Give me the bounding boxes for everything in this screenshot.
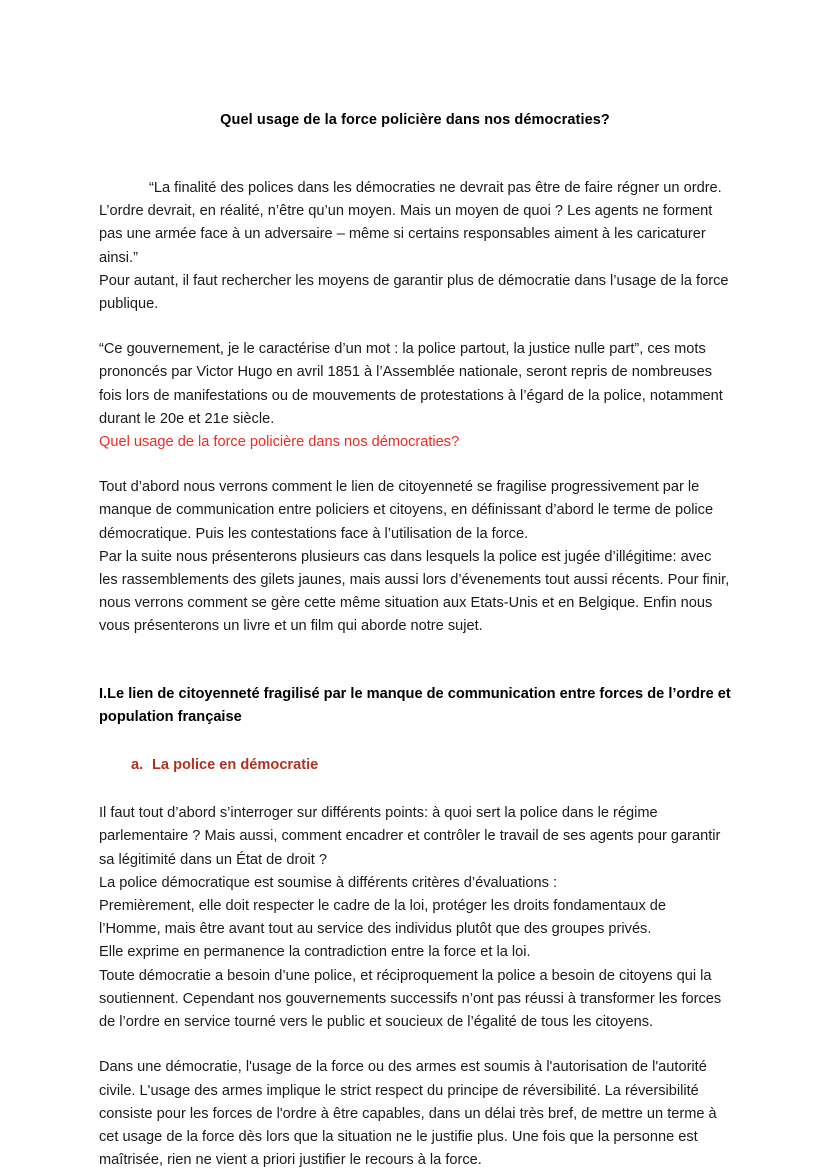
subsection-marker: a. [131, 757, 144, 774]
spacer [99, 316, 731, 338]
body-paragraph-three: Premièrement, elle doit respecter le cadre de la loi, protéger les droits fondamentaux de l’Homme, mais être avant tout au service des individus plutôt que des groupes privés. [99, 898, 667, 938]
spacer [99, 130, 731, 177]
spacer [99, 777, 731, 802]
plan-paragraph-two: Par la suite nous présenterons plusieurs cas dans lesquels la police est jugée d’illégitime: avec les rassemblements des gilets jaunes, mais aussi lors d’évenements tout aussi récents. Pour finir, nous verrons comment se gère cette même situation aux Etats-Unis et en Belgique. Enfin nous vous présenterons un livre et un film qui aborde notre sujet. [99, 548, 730, 635]
plan-paragraph-one: Tout d’abord nous verrons comment le lien de citoyenneté se fragilise progressivement par le manque de communication entre policiers et citoyens, en définissant d’abord le terme de police démocratique. Puis les contestations face à l’utilisation de la force. [99, 479, 714, 542]
spacer [99, 1034, 731, 1056]
body-paragraph-four: Elle exprime en permanence la contradiction entre la force et la loi. [99, 944, 531, 961]
body-paragraph-five: Toute démocratie a besoin d’une police, et réciproquement la police a besoin de citoyens qui la soutiennent. Cependant nos gouvernements successifs n’ont pas réussi à transformer les forces de l’ordre en service tourné vers le public et soucieux de l’égalité de tous les citoyens. [99, 967, 722, 1031]
hugo-quote-paragraph: “Ce gouvernement, je le caractérise d’un mot : la police partout, la justice nulle part”, ces mots prononcés par Victor Hugo en avril 1851 à l’Assemblée nationale, seront repris de nombreuses fois lors de manifestations ou de mouvements de protestations à l’égard de la police, notamment durant le 20e et 21e siècle. [99, 341, 723, 427]
quote-followup-paragraph: Pour autant, il faut rechercher les moyens de garantir plus de démocratie dans l’usage de la force publique. [99, 272, 729, 313]
red-question-line: Quel usage de la force policière dans nos démocraties? [99, 434, 460, 451]
quote-paragraph: “La finalité des polices dans les démocraties ne devrait pas être de faire régner un ordre. L’ordre devrait, en réalité, n’être qu’un moyen. Mais un moyen de quoi ? Les agents ne forment pas une armée face à un adversaire – même si certains responsables aiment à les caricaturer ainsi.” [99, 180, 722, 266]
spacer [99, 639, 731, 683]
page-title: Quel usage de la force policière dans nos démocraties? [220, 112, 610, 128]
section-heading-one: I.Le lien de citoyenneté fragilisé par le manque de communication entre forces de l’ordre et population française [99, 685, 731, 725]
body-paragraph-one: Il faut tout d’abord s’interroger sur différents points: à quoi sert la police dans le régime parlementaire ? Mais aussi, comment encadrer et contrôler le travail de ses agents pour garantir sa légitimité dans un État de droit ? [99, 805, 721, 868]
subsection-label: La police en démocratie [152, 757, 319, 774]
body-paragraph-two: La police démocratique est soumise à différents critères d’évaluations : [99, 874, 558, 891]
document-body [99, 0, 731, 1171]
closing-paragraph: Dans une démocratie, l'usage de la force ou des armes est soumis à l'autorisation de l'autorité civile. L'usage des armes implique le strict respect du principe de réversibilité. La réversibilité consiste pour les forces de l'ordre à être capables, dans un délai très bref, de mettre un terme à cet usage de la force dès lors que la situation ne le justifie plus. Une fois que la personne est maîtrisée, rien ne vient a priori justifier le recours à la force. [99, 1059, 717, 1169]
spacer [99, 729, 731, 754]
subsection-heading-a [99, 754, 731, 777]
spacer [99, 454, 731, 476]
